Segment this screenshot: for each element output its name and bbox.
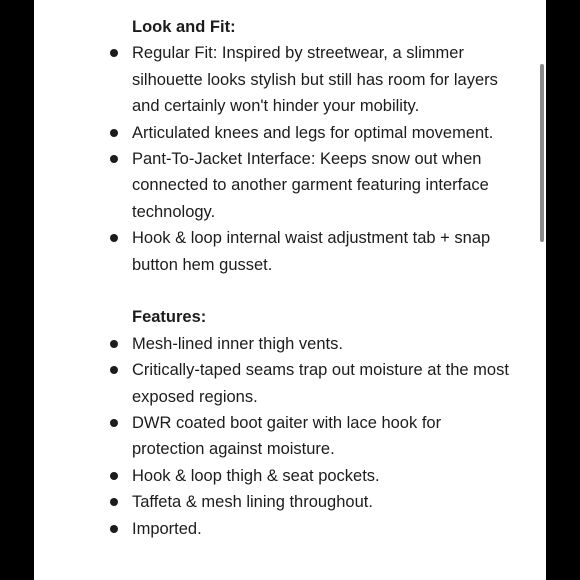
list-item — [132, 489, 512, 515]
features-list — [132, 331, 512, 542]
list-item — [132, 516, 512, 542]
list-item — [132, 463, 512, 489]
bullet-icon — [110, 340, 118, 348]
list-item — [132, 357, 512, 410]
bullet-icon — [110, 525, 118, 533]
list-item — [132, 146, 512, 225]
scrollbar-thumb[interactable] — [540, 64, 544, 242]
look-and-fit-heading: Look and Fit: — [132, 18, 236, 36]
list-item-text: DWR coated boot gaiter with lace hook for protection against moisture. — [132, 414, 442, 459]
bullet-icon — [110, 155, 118, 163]
look-and-fit-list — [132, 40, 512, 278]
list-item-text: Mesh-lined inner thigh vents. — [132, 334, 343, 353]
list-item-text: Imported. — [132, 519, 202, 538]
list-item — [132, 331, 512, 357]
bullet-icon — [110, 472, 118, 480]
bullet-icon — [110, 234, 118, 242]
list-item-text: Articulated knees and legs for optimal movement. — [132, 123, 494, 142]
bullet-icon — [110, 366, 118, 374]
list-item-text: Hook & loop internal waist adjustment tab + snap button hem gusset. — [132, 229, 491, 274]
section-spacer — [132, 278, 512, 304]
features-heading: Features: — [132, 308, 207, 327]
product-description — [132, 14, 512, 542]
list-item-text: Taffeta & mesh lining throughout. — [132, 493, 373, 512]
list-item-text: Hook & loop thigh & seat pockets. — [132, 466, 380, 485]
bullet-icon — [110, 49, 118, 57]
list-item-text: Regular Fit: Inspired by streetwear, a slimmer silhouette looks stylish but still has room for layers and certainly won't hinder your mobility. — [132, 44, 498, 116]
list-item-text: Pant-To-Jacket Interface: Keeps snow out when connected to another garment featuring interface technology. — [132, 150, 489, 221]
list-item — [132, 120, 512, 146]
list-item-text: Critically-taped seams trap out moisture at the most exposed regions. — [132, 361, 509, 406]
bullet-icon — [110, 419, 118, 427]
list-item — [132, 40, 512, 119]
bullet-icon — [110, 129, 118, 137]
list-item — [132, 410, 512, 463]
product-description-panel — [34, 0, 546, 580]
list-item — [132, 225, 512, 278]
bullet-icon — [110, 498, 118, 506]
